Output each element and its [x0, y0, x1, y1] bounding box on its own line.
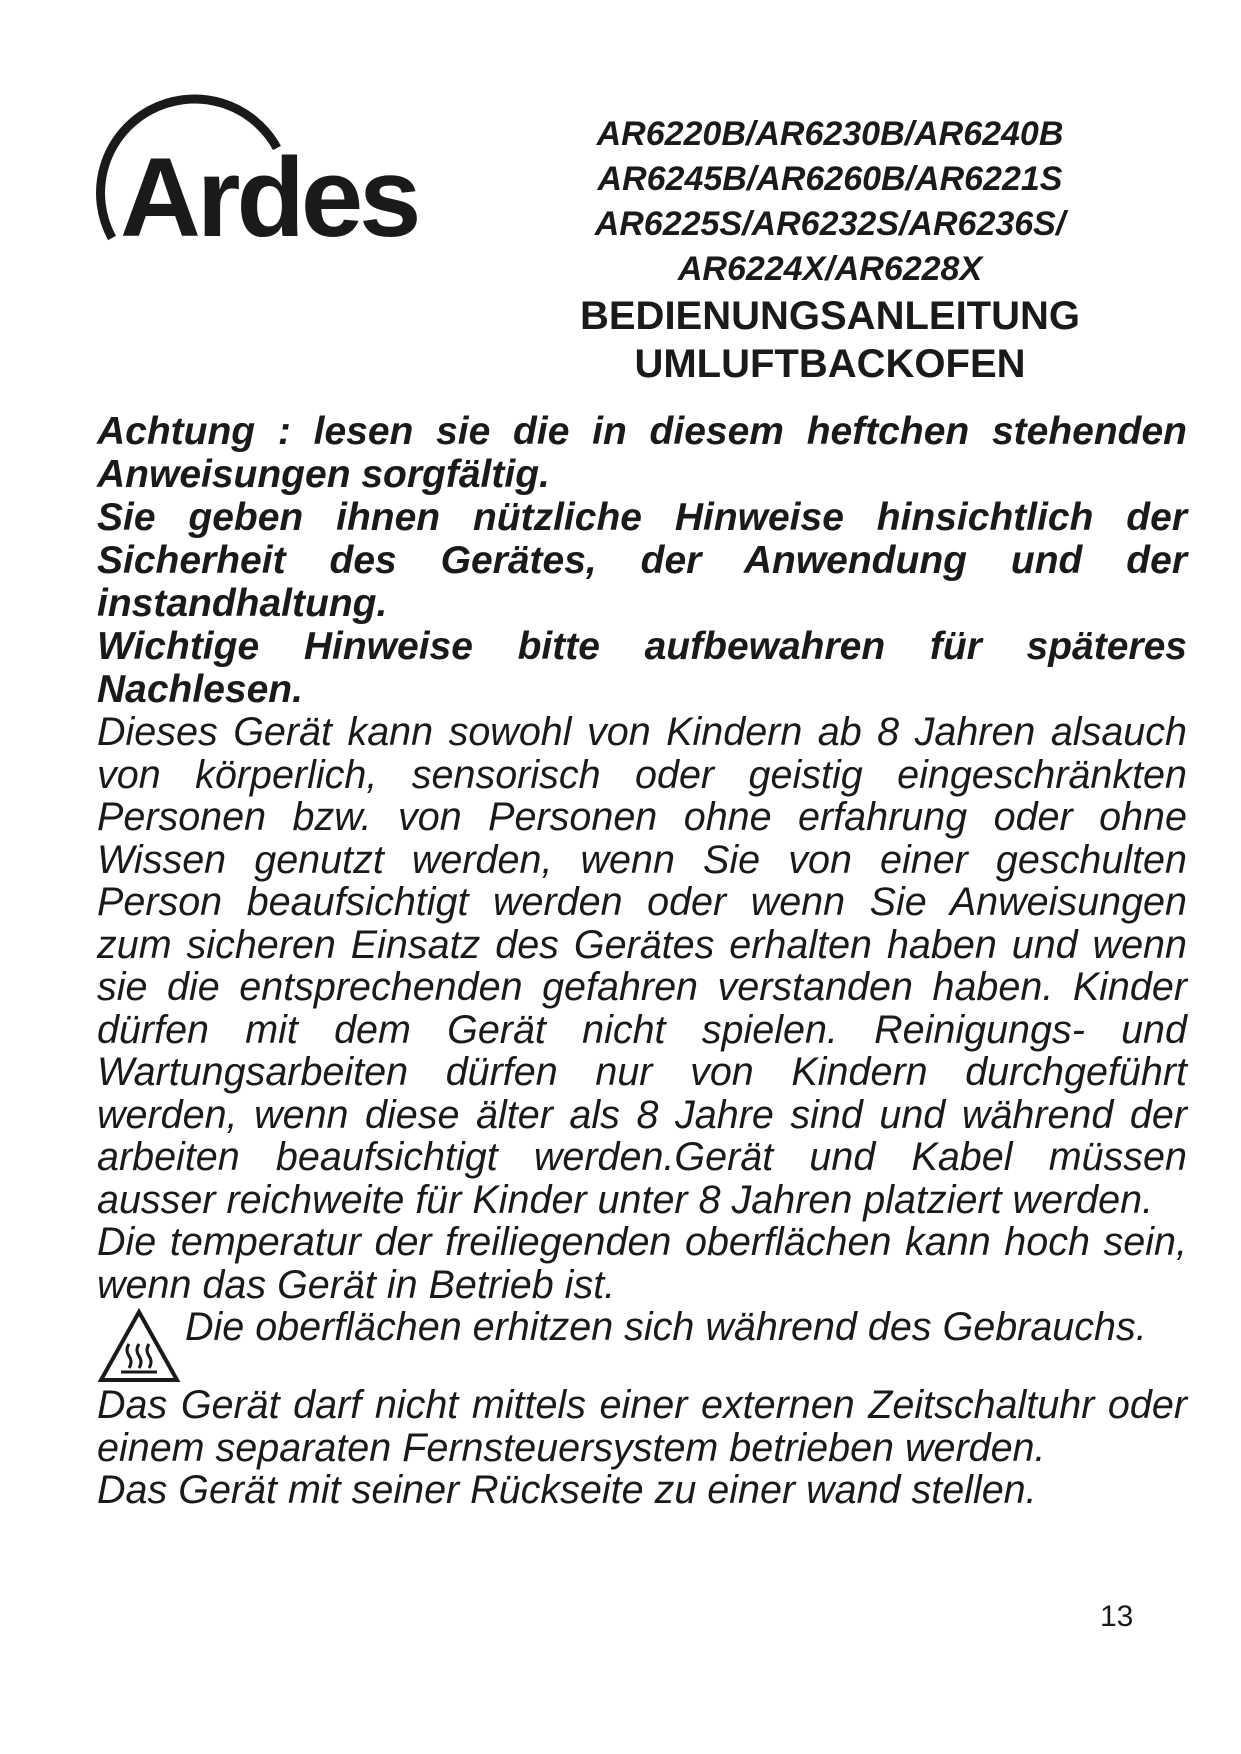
- warning-surfaces-heat-up: Die oberflächen erhitzen sich während des Gebrauchs.: [185, 1305, 1147, 1349]
- ardes-logo: [102, 118, 462, 278]
- svg-text:Ardes: Ardes: [120, 135, 418, 260]
- manual-body: [97, 410, 1187, 1512]
- hot-surface-warning-icon: [97, 1308, 181, 1384]
- paragraph-surface-temperature: Die temperatur der freiliegenden oberflächen kann hoch sein, wenn das Gerät in Betrieb ist.: [97, 1220, 1187, 1307]
- paragraph-place-against-wall: Das Gerät mit seiner Rückseite zu einer wand stellen.: [97, 1468, 1037, 1512]
- ardes-logo-graphic: [102, 118, 462, 278]
- document-header: [520, 112, 1140, 388]
- paragraph-children-usage: Dieses Gerät kann sowohl von Kindern ab 8 Jahren alsauch von körperlich, sensorisch oder geistig eingeschränkten Personen bzw. von Personen ohne erfahrung oder ohne Wissen genutzt werden, wenn Sie von einer geschulten Person beaufsichtigt werden oder wenn Sie Anweisungen zum sicheren Einsatz des Gerätes erhalten haben und wenn sie die entsprechenden gefahren verstanden haben. Kinder dürfen mit dem Gerät nicht spielen. Reinigungs- und Wartungsarbeiten dürfen nur von Kindern durchgeführt werden, wenn diese älter als 8 Jahre sind und während der arbeiten beaufsichtigt werden.Gerät und Kabel müssen ausser reichweite für Kinder unter 8 Jahren platziert werden.: [97, 710, 1187, 1222]
- document-subtitle: UMLUFTBACKOFEN: [634, 342, 1026, 386]
- hot-surface-warning: [97, 1306, 1187, 1384]
- model-numbers-line-1: AR6220B/AR6230B/AR6240B: [596, 115, 1064, 153]
- notice-safety-hints: Sie geben ihnen nützliche Hinweise hinsichtlich der Sicherheit des Gerätes, der Anwendung und der instandhaltung.: [97, 496, 1187, 625]
- notice-read-carefully: Achtung : lesen sie die in diesem heftchen stehenden Anweisungen sorgfältig.: [97, 410, 1187, 496]
- model-numbers-line-3: AR6225S/AR6232S/AR6236S/: [594, 205, 1066, 243]
- model-numbers-line-2: AR6245B/AR6260B/AR6221S: [597, 160, 1063, 198]
- model-numbers-line-4: AR6224X/AR6228X: [677, 250, 983, 288]
- page-number: 13: [1100, 1600, 1134, 1633]
- notice-keep-instructions: Wichtige Hinweise bitte aufbewahren für späteres Nachlesen.: [97, 625, 1187, 711]
- paragraph-no-external-timer: Das Gerät darf nicht mittels einer externen Zeitschaltuhr oder einem separaten Fernsteuersystem betrieben werden.: [97, 1383, 1187, 1470]
- document-title: BEDIENUNGSANLEITUNG: [579, 294, 1081, 338]
